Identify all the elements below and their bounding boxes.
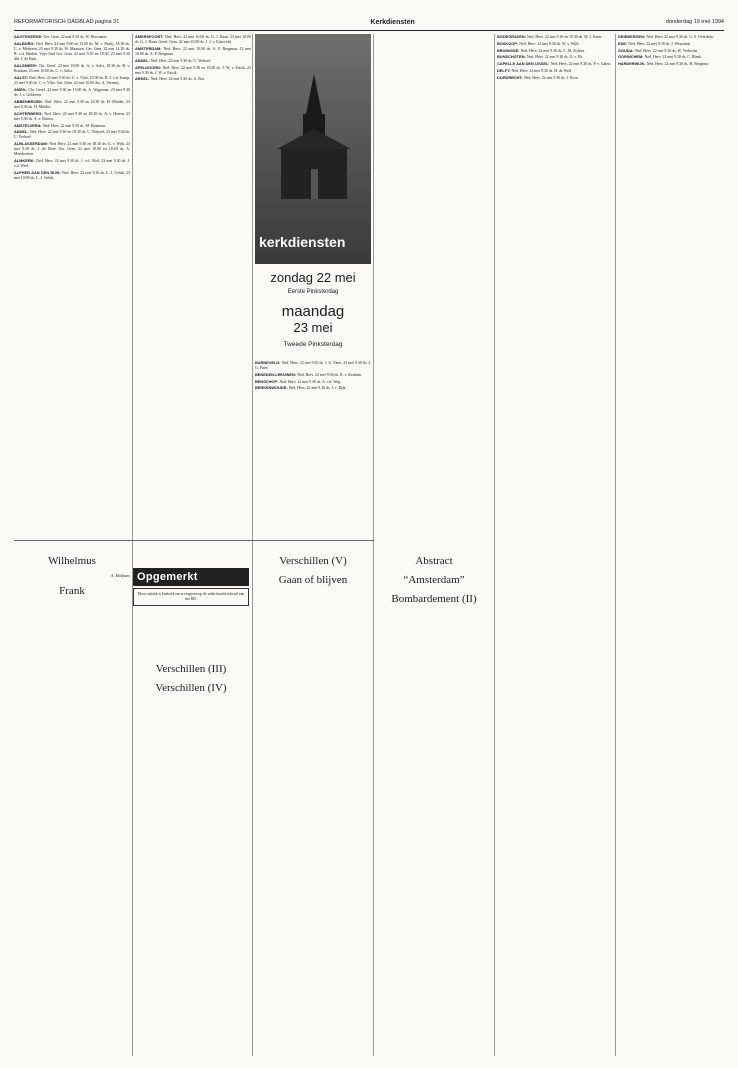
listing-text: Ned. Herv. 22 mei 9.30 en 18.30 ds. A. v. Harten, 23 mei 9.30 ds. A. v. Harten. [14,111,130,121]
listing-entry [497,48,613,54]
listing-text: Ned. Herv. 22 mei 10.00 ds. A. P. Bregman, 23 mei 10.00 ds. A. P. Bregman. [135,46,251,57]
listing-text: Ned. Herv. 22 mei 9.30 en 18.30 ds. G. v. Wijk, 23 mei 9.30 ds. J. de Boer. Ger. Gem. 22 mei 10.00 en 18.00 ds. A. Moerkerken. [14,142,130,157]
opgemerkt-intro: Deze rubriek is bedoeld om te reageren op de redactionele inhoud van het RD. [133,588,249,606]
opgemerkt-header: Opgemerkt [133,568,249,586]
listing-town: AALBURG: [14,40,37,46]
listing-town: BODEGRAVEN: [497,34,527,39]
listing-entry [497,75,613,81]
listing-entry [255,360,371,371]
listing-text: Ned. Herv. 22 mei 9.30 ds. A. Bos. [150,77,206,82]
listing-text: Ned. Herv. 22 mei 9.30 ds. C. Verhoef. [150,58,212,63]
listing-text: Ned. Herv. 22 mei 9.30 ds. C. Blenk. [644,55,703,60]
listing-text: Ned. Herv. 22 mei 9.30 ds. P. v. Galen. [550,62,612,66]
listing-town: AALST: [14,74,29,80]
listing-entry [14,87,130,98]
listing-town: BRUINISSE: [497,47,521,53]
listing-text: Ned. Herv. 22 mei 10.00 ds. G. J. Baan, 23 mei 10.00 ds. G. J. Baan. Geref. Gem. 22 mei 10.00 ds. J. J. v. Eckeveld. [135,35,251,45]
listing-entry [497,54,613,60]
banner-word: kerkdiensten [259,234,346,250]
listing-text: Ned. Herv. 22 mei 9.30 ds. W. v. Wijk. [519,41,580,46]
listing-town: AMSTERDAM: [135,45,164,51]
listing-entry [255,385,371,391]
listing-entry [497,68,613,74]
masthead-left: REFORMATORISCH DAGBLAD pagina 31 [14,19,120,25]
listing-town: AMSTELVEEN: [14,122,43,128]
banner-sub-2: Tweede Pinksterdag [283,341,343,348]
listing-town: BENSCHOP: [255,378,280,384]
listing-entry [135,76,251,82]
column-divider [252,34,253,1056]
listing-text: Ned. Herv. 22 mei 9.30 ds. L. M. Zijlstra. [520,48,586,53]
listing-town: BERKENWOUDE: [255,385,289,391]
listing-entry [14,129,130,140]
listing-entry [497,61,613,67]
listing-text: Ned. Herv. 22 mei 9.30 ds. J. G. Pater, 23 mei 9.30 ds. J. G. Pater. [255,361,371,371]
listing-town: BUNSCHOTEN: [497,54,527,60]
listing-column-5 [497,34,613,1054]
church-photo [255,34,371,264]
kerkdiensten-banner [255,34,371,348]
listing-text: Ned. Herv. 22 mei 9.30 en 18.30 ds. H. Mulder, 23 mei 9.30 ds. H. Mulder. [14,99,130,109]
listing-town: HARDERWIJK: [618,61,647,66]
listing-town: ALPHEN AAN DEN RIJN: [14,170,62,176]
listing-column-3 [255,360,371,530]
listing-text: Ned. Herv. 22 mei 9.30 ds. A. v.d. Weg. [279,379,342,384]
masthead [14,16,724,28]
article-title: Frank [59,585,85,598]
listing-entry [135,58,251,64]
listing-entry [618,41,724,47]
article-title: “Amsterdam” [403,573,465,586]
listing-text: Chr. Geref. 22 mei 9.30 en 15.00 ds. A. Wagenaar, 23 mei 9.30 ds. J. v. Gelderen. [14,87,130,97]
listing-entry [618,61,724,67]
article-title: Abstract [415,555,453,567]
listing-text: Chr. Geref. 22 mei 10.00 ds. G. v. Aalst, 18.30 ds. B. v. Rosdam, 23 mei 10.00 ds. C. v. Aalst. [14,63,130,74]
article-wilhelmus [14,552,130,1052]
listing-entry [497,41,613,47]
listing-entry [14,111,130,122]
listing-text: Ned. Herv. 22 mei 9.30 ds. W. Verboom. [634,48,698,53]
masthead-date: donderdag 19 mei 1994 [665,19,724,25]
section-divider [14,540,374,541]
listing-entry [14,63,130,74]
listing-entry [618,48,724,54]
column-divider [373,34,374,1056]
article-abstract [376,552,492,1052]
listing-entry [497,34,613,40]
listing-town: BENEDEN-LEEUWEN: [255,371,298,377]
listing-town: EDE: [618,40,629,46]
listing-town: GOUDA: [618,47,635,53]
listing-text: Ger. Gem. 22 mei 9.30 ds. W. Hoornaert. [43,35,108,39]
listing-town: BARNEVELD: [255,360,282,365]
listing-entry [255,372,371,378]
article-title: Wilhelmus [48,555,96,567]
listing-text: Ned. Herv. 22 mei 9.00 en 15.00 ds. M. v. Paulij, 18.30 ds. C. v. Meijeren, 23 mei 9.30 ds. W. Maassen. Ger. Gem. 22 mei 14.30 ds. R. v.d. Heiden, Vrije Oud Ger. Gem. 22 mei 9.30 en 18.30, 23 mei 9.30 dhr. J. de Baat. [14,41,130,62]
article-title: Bombardement (II) [391,592,477,605]
listing-entry [14,123,130,129]
listing-town: DRIEBERGEN: [618,34,647,39]
listing-town: AALSMEER: [14,62,39,68]
listing-text: Ned. Herv. 22 mei 9.30 ds. G. v. Ek. [526,55,584,60]
listing-entry [135,46,251,57]
listing-text: Ned. Herv. 22 mei 9.30 en 18.30 ds. C. Verhoef, 23 mei 9.30 ds. C. Verhoef. [14,130,130,140]
masthead-rule [14,30,724,31]
listing-town: DORDRECHT: [497,74,524,80]
listing-column-6 [618,34,724,1054]
listing-town: AMERSFOORT: [135,34,165,39]
listing-column-1 [14,34,130,182]
listing-text: Ned. Herv. 22 mei 9.30 ds. J. Westerink. [628,41,692,46]
article-title: Gaan of blijven [278,573,348,586]
listing-entry [14,41,130,63]
listing-text: Ned. Herv. 22 mei 9.30 en 18.30 ds. M. J. Kater. [526,35,603,39]
article-gaan [255,552,371,1052]
listing-town: ARKEL: [135,76,151,82]
listing-column-2 [135,34,251,564]
listing-entry [255,379,371,385]
listing-town: ALBLASSERDAM: [14,141,50,147]
listing-text: Ned. Herv. 22 mei 9.30 ds. L. J. Geluk, 23 mei 10.00 ds. L. J. Geluk. [14,171,130,181]
listing-town: ANDEL: [135,57,151,63]
listing-text: Ned. Herv. 22 mei 9.30 en 18.30 ds. J. W. v. Estrik, 23 mei 9.30 ds. J. W. v. Estrik. [135,65,251,75]
listing-town: CAPELLE AAN DEN IJSSEL: [497,61,551,66]
listing-text: Ned. Herv. 22 mei 9.30 ds. J. Roos. [523,75,579,80]
listing-town: DELFT: [497,67,512,73]
listing-column-4 [376,34,492,564]
listing-entry [14,170,130,181]
banner-date-1: zondag 22 mei [270,270,356,285]
listing-entry [14,141,130,157]
listing-town: AAGTEKERKE: [14,34,44,39]
column-divider [615,34,616,1056]
listing-text: Ned. Herv. 22 mei 9.30 ds. J. v. Dijk. [288,386,347,391]
listing-text: Ned. Herv. 22 mei 9.30 ds. G. S. Overduin. [646,35,714,39]
opgemerkt-box [133,568,249,606]
listing-entry [14,34,130,40]
banner-date-2: maandag [281,303,345,320]
article-title: Verschillen (III) [155,663,227,675]
listing-entry [618,34,724,40]
article-signature: A. Maljaars [110,572,130,578]
listing-town: APELDOORN: [135,64,163,70]
listing-town: ALMKERK: [14,158,37,164]
listing-text: Ned. Herv. 22 mei 9.30 ds. C. v. Vliet, 18.30 ds. B. J. v.d. Kamp, 23 mei 9.30 ds. C. v. Vliet. Ger. Gem. 22 mei 10.00 drs. A. Vermeij. [14,75,130,86]
listing-entry [135,65,251,76]
listing-text: Ned. Herv. 22 mei 9.30 ds. M. Huisman. [42,123,106,128]
listing-text: Ned. Herv. 22 mei 9.30 ds. H. Bergsma. [646,62,709,66]
church-icon [267,74,361,204]
listing-entry [14,75,130,86]
listing-text: Ned. Herv. 22 mei 9.30 ds. J. v.d. Wiel, 23 mei 9.30 ds. J. v.d. Wiel. [14,159,130,169]
listing-town: AMEN: [14,86,29,92]
listing-entry [14,99,130,110]
listing-town: ACHTERBERG: [14,110,45,116]
article-title: Verschillen (V) [279,555,347,567]
listing-town: ABBENBROEK: [14,98,45,104]
banner-date-3: 23 mei [293,320,333,335]
column-divider [494,34,495,1056]
listing-entry [135,34,251,45]
listing-entry [14,158,130,169]
listing-text: Ned. Herv. 22 mei 9.30 ds. K. v. Rosdam. [297,372,363,377]
article-title: Verschillen (IV) [155,681,227,694]
listing-entry [618,54,724,60]
article-verschillen [133,660,249,1050]
listing-text: Ned. Herv. 22 mei 9.30 ds. H. de Wolf. [511,68,573,73]
listing-town: ANDEL: [14,129,30,135]
section-title: Kerkdiensten [370,18,415,26]
listing-town: GORINCHEM: [618,54,645,60]
banner-sub-1: Eerste Pinksterdag [287,289,339,295]
listing-town: BOSKOOP: [497,40,520,46]
